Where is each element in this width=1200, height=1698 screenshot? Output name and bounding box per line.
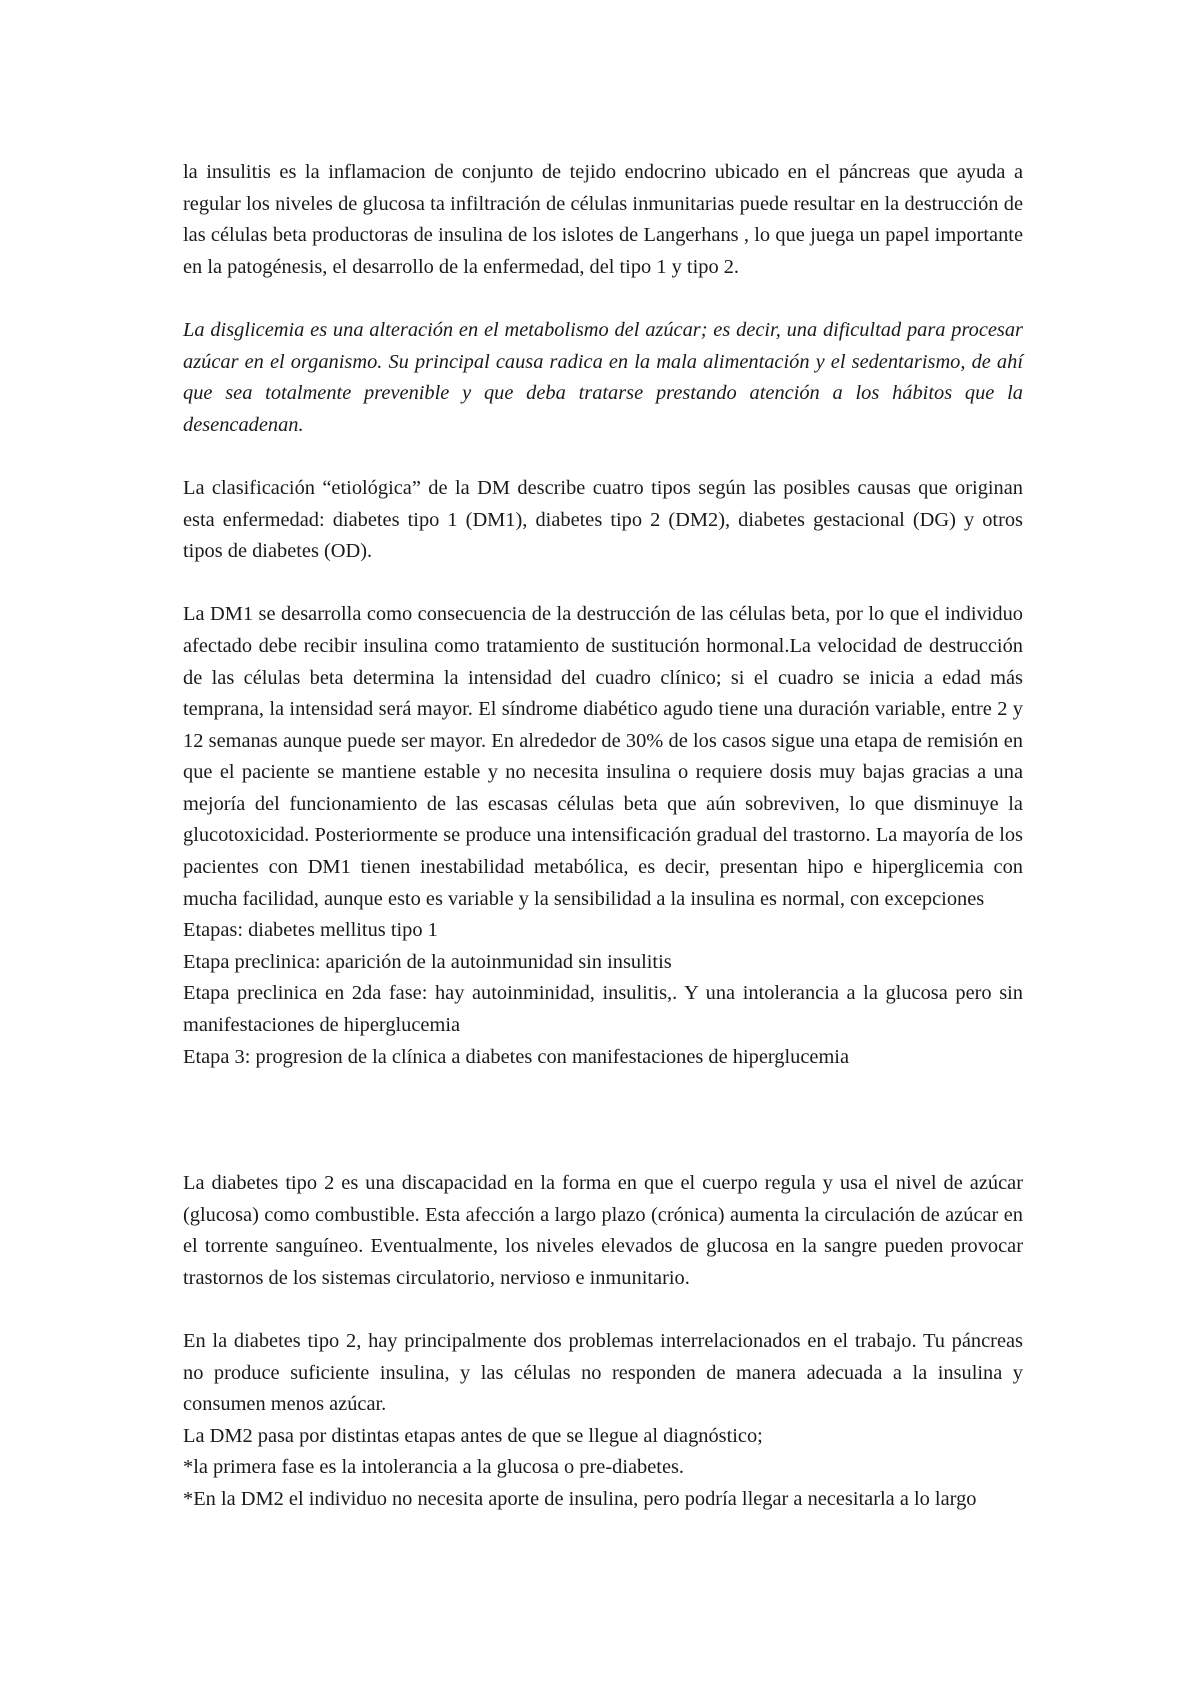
paragraph-spacer: [183, 1294, 1023, 1326]
section-spacer: [183, 1073, 1023, 1168]
paragraph-dm2-intro: La diabetes tipo 2 es una discapacidad en la forma en que el cuerpo regula y usa el nivel de azúcar (glucosa) como combustible. Esta afección a largo plazo (crónica) aumenta la circulación de azúcar en el torrente sanguíneo. Eventualmente, los niveles elevados de glucosa en la sangre pueden provocar trastornos de los sistemas circulatorio, nervioso e inmunitario.: [183, 1172, 1023, 1289]
paragraph-disglicemia: La disglicemia es una alteración en el metabolismo del azúcar; es decir, una dificultad para procesar azúcar en el organismo. Su principal causa radica en la mala alimentación y el sedentarismo, de ahí que sea totalmente prevenible y que deba tratarse prestando atención a los hábitos que la desencadenan.: [183, 318, 1023, 436]
paragraph-clasificacion: La clasificación “etiológica” de la DM describe cuatro tipos según las posibles causas que originan esta enfermedad: diabetes tipo 1 (DM1), diabetes tipo 2 (DM2), diabetes gestacional (DG) y otros tipos de diabetes (OD).: [183, 476, 1023, 563]
paragraph-spacer: [183, 283, 1023, 315]
etapa-preclinica-1: Etapa preclinica: aparición de la autoinmunidad sin insulitis: [183, 950, 672, 973]
paragraph-dm2-problemas: En la diabetes tipo 2, hay principalmente dos problemas interrelacionados en el trabajo. Tu páncreas no produce suficiente insulina, y las células no responden de manera adecuada a la insulina y consumen menos azúcar.: [183, 1329, 1023, 1416]
dm2-fase-2: *En la DM2 el individuo no necesita aporte de insulina, pero podría llegar a necesitarla a lo largo: [183, 1487, 977, 1510]
paragraph-insulitis: la insulitis es la inflamacion de conjunto de tejido endocrino ubicado en el páncreas que ayuda a regular los niveles de glucosa ta infiltración de células inmunitarias puede resultar en la destrucción de las células beta productoras de insulina de los islotes de Langerhans , lo que juega un papel importante en la patogénesis, el desarrollo de la enfermedad, del tipo 1 y tipo 2.: [183, 161, 1023, 278]
document-page: [183, 157, 1023, 1516]
etapas-dm1-title: Etapas: diabetes mellitus tipo 1: [183, 919, 438, 942]
paragraph-dm1: La DM1 se desarrolla como consecuencia de la destrucción de las células beta, por lo que el individuo afectado debe recibir insulina como tratamiento de sustitución hormonal.La velocidad de destrucción de las células beta determina la intensidad del cuadro clínico; si el cuadro se inicia a edad más temprana, la intensidad será mayor. El síndrome diabético agudo tiene una duración variable, entre 2 y 12 semanas aunque puede ser mayor. En alrededor de 30% de los casos sigue una etapa de remisión en que el paciente se mantiene estable y no necesita insulina o requiere dosis muy bajas gracias a una mejoría del funcionamiento de las escasas células beta que aún sobreviven, lo que disminuye la glucotoxicidad. Posteriormente se produce una intensificación gradual del trastorno. La mayoría de los pacientes con DM1 tienen inestabilidad metabólica, es decir, presentan hipo e hiperglicemia con mucha facilidad, aunque esto es variable y la sensibilidad a la insulina es normal, con excepciones: [183, 603, 1023, 910]
etapa-preclinica-2: Etapa preclinica en 2da fase: hay autoinminidad, insulitis,. Y una intolerancia a la glucosa pero sin manifestaciones de hiperglucemia: [183, 982, 1023, 1037]
paragraph-spacer: [183, 568, 1023, 600]
dm2-etapas-line: La DM2 pasa por distintas etapas antes de que se llegue al diagnóstico;: [183, 1424, 763, 1447]
paragraph-spacer: [183, 441, 1023, 473]
dm2-fase-1: *la primera fase es la intolerancia a la glucosa o pre-diabetes.: [183, 1456, 685, 1479]
etapa-3: Etapa 3: progresion de la clínica a diabetes con manifestaciones de hiperglucemia: [183, 1045, 850, 1068]
